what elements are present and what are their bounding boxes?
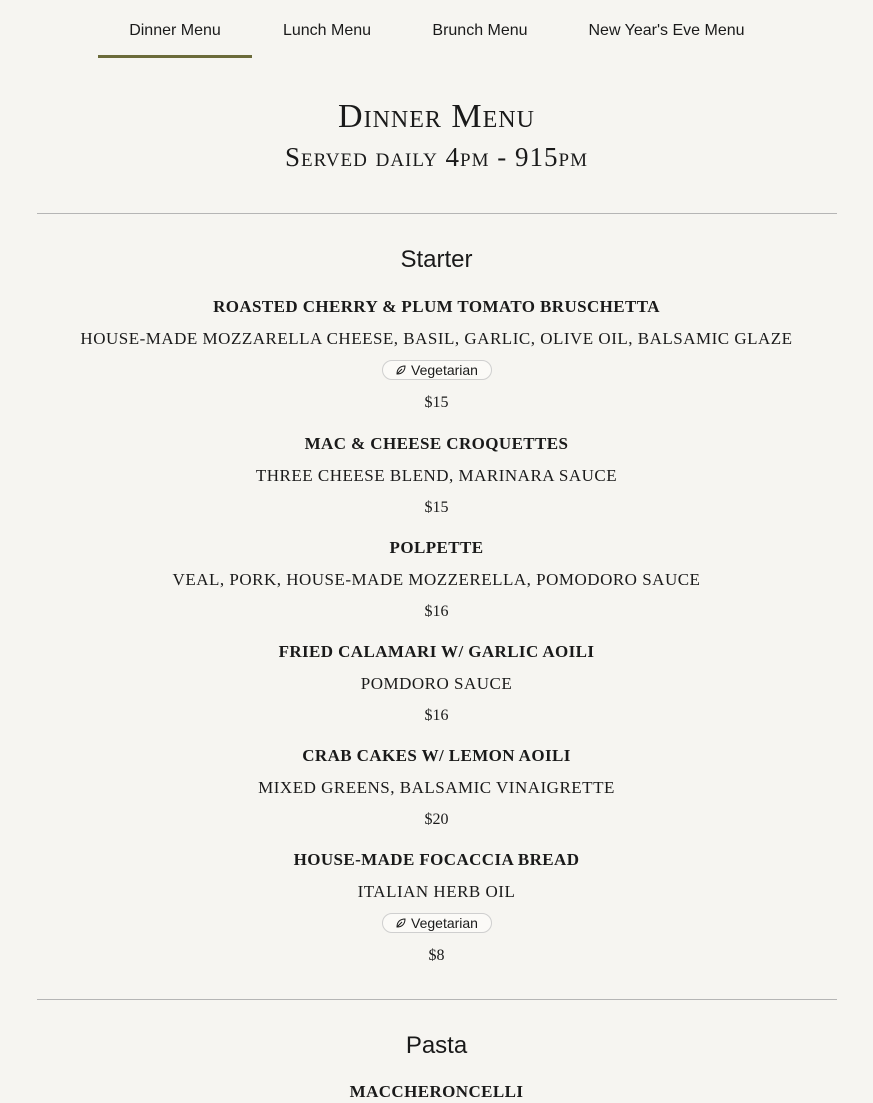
tab-dinner-menu[interactable]: Dinner Menu (98, 0, 252, 58)
menu-item-price: $16 (424, 603, 449, 620)
menu-item-description: THREE CHEESE BLEND, MARINARA SAUCE (255, 466, 618, 485)
badge-label: Vegetarian (411, 915, 478, 931)
menu-item-price: $8 (428, 947, 445, 964)
menu-item-name: CRAB CAKES W/ LEMON AOILI (302, 746, 571, 765)
menu-item-name: ROASTED CHERRY & PLUM TOMATO BRUSCHETTA (213, 297, 660, 316)
section-divider (37, 999, 837, 1000)
section-title-starter: Starter (400, 246, 473, 273)
menu-item (0, 1081, 873, 1103)
leaf-icon (395, 917, 407, 929)
menu-item-name: POLPETTE (389, 538, 484, 557)
page-title: Dinner Menu (338, 98, 535, 135)
menu-item (0, 641, 873, 727)
menu-item (0, 433, 873, 519)
page-subtitle: Served daily 4pm - 915pm (285, 142, 588, 172)
menu-item-price: $20 (424, 811, 449, 828)
menu-item (0, 296, 873, 414)
menu-item-description: HOUSE-MADE MOZZARELLA CHEESE, BASIL, GARLIC, OLIVE OIL, BALSAMIC GLAZE (80, 329, 793, 348)
menu-item-price: $15 (424, 394, 449, 411)
menu-item-price: $16 (424, 707, 449, 724)
menu-item-name: MAC & CHEESE CROQUETTES (304, 434, 569, 453)
tab-lunch-menu[interactable]: Lunch Menu (282, 22, 372, 39)
menu-item-description: POMDORO SAUCE (360, 674, 513, 693)
menu-item-price: $15 (424, 499, 449, 516)
leaf-icon (395, 364, 407, 376)
section-title-pasta: Pasta (405, 1032, 468, 1059)
menu-item-description: ITALIAN HERB OIL (357, 882, 516, 901)
menu-tabs (98, 0, 775, 58)
menu-item-description: MIXED GREENS, BALSAMIC VINAIGRETTE (258, 778, 615, 797)
menu-item (0, 537, 873, 623)
tab-new-years-eve-menu[interactable]: New Year's Eve Menu (588, 22, 745, 39)
menu-item-name: MACCHERONCELLI (349, 1082, 524, 1101)
menu-item-name: FRIED CALAMARI W/ GARLIC AOILI (278, 642, 595, 661)
badge-label: Vegetarian (411, 362, 478, 378)
vegetarian-badge (382, 360, 492, 380)
menu-item (0, 745, 873, 831)
menu-item-name: HOUSE-MADE FOCACCIA BREAD (293, 850, 580, 869)
menu-item-description: VEAL, PORK, HOUSE-MADE MOZZERELLA, POMODORO SAUCE (172, 570, 701, 589)
tab-brunch-menu[interactable]: Brunch Menu (432, 22, 528, 39)
menu-header (0, 96, 873, 174)
vegetarian-badge (382, 913, 492, 933)
section-divider (37, 213, 837, 214)
menu-item (0, 849, 873, 967)
